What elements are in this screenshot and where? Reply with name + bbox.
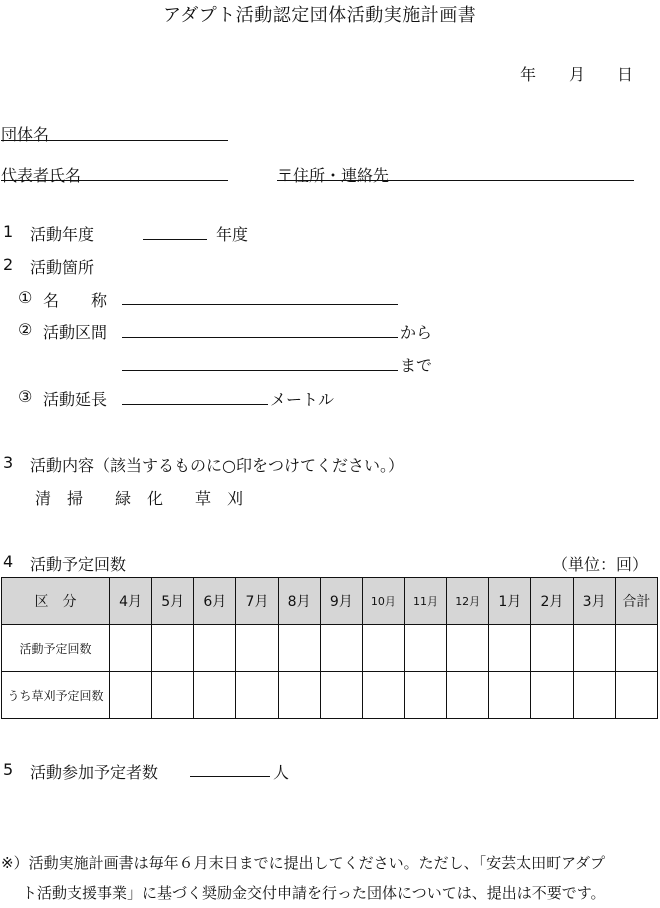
document-title: アダプト活動認定団体活動実施計画書	[163, 5, 477, 26]
table-cell[interactable]	[236, 672, 278, 719]
section-to-field[interactable]	[122, 370, 398, 371]
table-cell[interactable]	[278, 672, 320, 719]
participants-field[interactable]	[190, 776, 270, 777]
sec2-label: 活動箇所	[30, 258, 95, 277]
table-cell[interactable]	[404, 672, 446, 719]
table-cell[interactable]	[320, 672, 362, 719]
table-row	[2, 625, 658, 672]
schedule-table	[1, 577, 658, 719]
header-month: 4月	[110, 578, 152, 625]
header-month: 6月	[194, 578, 236, 625]
table-cell[interactable]	[615, 625, 657, 672]
sec2-item3-mark: ③	[18, 387, 33, 406]
table-cell[interactable]	[404, 625, 446, 672]
sec2-item1-label: 名 称	[43, 291, 108, 310]
date-day-label: 日	[617, 65, 634, 84]
section-to-label: まで	[400, 356, 433, 375]
note-line-2: ト活動支援事業」に基づく奨励金交付申請を行った団体については、提出は不要です。	[22, 884, 606, 902]
sec4-number: 4	[3, 552, 14, 571]
org-name-label: 団体名	[1, 125, 50, 144]
date-month-label: 月	[569, 65, 586, 84]
sec2-item2-mark: ②	[18, 320, 33, 339]
address-field[interactable]	[277, 180, 634, 181]
org-name-field[interactable]	[1, 140, 228, 141]
sec2-item3-label: 活動延長	[43, 390, 108, 409]
table-cell[interactable]	[573, 672, 615, 719]
section-from-field[interactable]	[122, 337, 398, 338]
table-cell[interactable]	[194, 625, 236, 672]
table-cell[interactable]	[489, 625, 531, 672]
header-total: 合計	[615, 578, 657, 625]
activity-year-field[interactable]	[143, 239, 207, 240]
sec4-label: 活動予定回数	[30, 555, 127, 574]
table-cell[interactable]	[152, 625, 194, 672]
table-cell[interactable]	[110, 625, 152, 672]
table-cell[interactable]	[152, 672, 194, 719]
header-month: 3月	[573, 578, 615, 625]
row-label-planned: 活動予定回数	[2, 625, 110, 672]
table-cell[interactable]	[531, 672, 573, 719]
header-month: 2月	[531, 578, 573, 625]
note-line-1: ※）活動実施計画書は毎年６月末日までに提出してください。ただし、「安芸太田町アダプ	[1, 854, 606, 872]
option-cleaning[interactable]: 清 掃	[35, 489, 84, 508]
sec1-label: 活動年度	[30, 225, 95, 244]
option-mowing[interactable]: 草 刈	[195, 489, 244, 508]
sec3-label: 活動内容（該当するものに○印をつけてください。）	[30, 456, 404, 475]
rep-name-field[interactable]	[1, 180, 228, 181]
table-cell[interactable]	[531, 625, 573, 672]
table-cell[interactable]	[194, 672, 236, 719]
header-month: 5月	[152, 578, 194, 625]
table-cell[interactable]	[320, 625, 362, 672]
header-category: 区 分	[2, 578, 110, 625]
header-month: 7月	[236, 578, 278, 625]
header-month: 10月	[362, 578, 404, 625]
length-field[interactable]	[122, 404, 268, 405]
sec1-number: 1	[3, 222, 14, 241]
sec2-item1-mark: ①	[18, 288, 33, 307]
table-cell[interactable]	[236, 625, 278, 672]
section-from-label: から	[400, 323, 433, 342]
header-month: 12月	[447, 578, 489, 625]
table-cell[interactable]	[362, 672, 404, 719]
header-month: 1月	[489, 578, 531, 625]
table-cell[interactable]	[447, 672, 489, 719]
table-cell[interactable]	[362, 625, 404, 672]
table-row	[2, 672, 658, 719]
location-name-field[interactable]	[122, 304, 398, 305]
sec5-unit: 人	[273, 763, 290, 782]
table-cell[interactable]	[573, 625, 615, 672]
option-greening[interactable]: 緑 化	[115, 489, 164, 508]
table-header-row	[2, 578, 658, 625]
header-month: 8月	[278, 578, 320, 625]
sec5-label: 活動参加予定者数	[30, 763, 159, 782]
sec3-number: 3	[3, 453, 14, 472]
address-label: 〒住所・連絡先	[277, 166, 390, 185]
sec2-item2-label: 活動区間	[43, 323, 108, 342]
sec2-number: 2	[3, 255, 14, 274]
date-year-label: 年	[520, 65, 537, 84]
header-month: 11月	[404, 578, 446, 625]
header-month: 9月	[320, 578, 362, 625]
sec5-number: 5	[3, 760, 14, 779]
sec4-unit: （単位：回）	[552, 555, 649, 574]
sec1-suffix: 年度	[216, 225, 249, 244]
rep-name-label: 代表者氏名	[1, 166, 82, 185]
table-cell[interactable]	[278, 625, 320, 672]
table-cell[interactable]	[615, 672, 657, 719]
row-label-mowing: うち草刈予定回数	[2, 672, 110, 719]
length-unit: メートル	[270, 390, 335, 409]
table-cell[interactable]	[447, 625, 489, 672]
table-cell[interactable]	[489, 672, 531, 719]
table-cell[interactable]	[110, 672, 152, 719]
